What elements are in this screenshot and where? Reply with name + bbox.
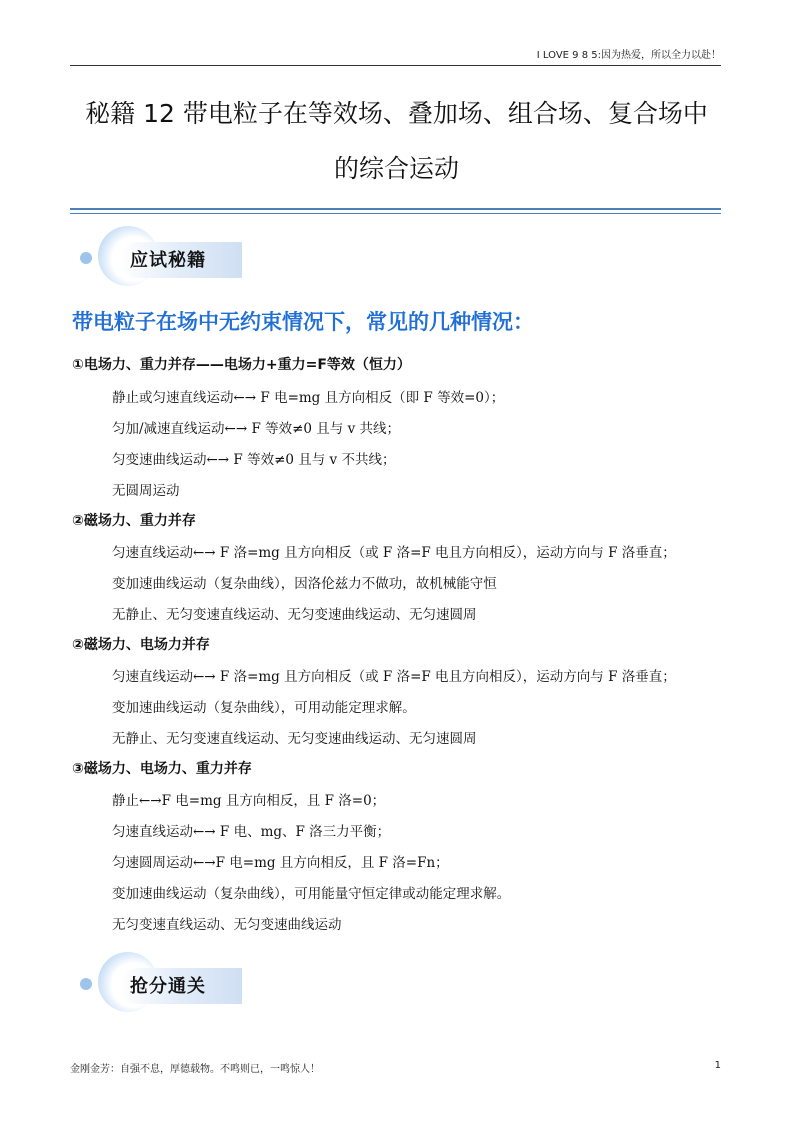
section-title: ②磁场力、电场力并存 xyxy=(72,637,210,653)
banner-dot-icon xyxy=(80,252,92,264)
banner-score-pass xyxy=(76,952,242,1016)
section-line: 匀速直线运动←→ F 洛=mg 且方向相反（或 F 洛=F 电且方向相反），运动方向与 F 洛垂直； xyxy=(112,669,676,685)
section-title: ①电场力、重力并存——电场力+重力=F等效（恒力） xyxy=(72,357,411,373)
main-heading: 带电粒子在场中无约束情况下，常见的几种情况： xyxy=(72,310,534,334)
section-title: ②磁场力、重力并存 xyxy=(72,513,196,529)
section-title: ③磁场力、电场力、重力并存 xyxy=(72,761,252,777)
page-title xyxy=(60,86,733,196)
page-footer xyxy=(70,1060,721,1075)
page-number: 1 xyxy=(714,1060,721,1071)
title-divider xyxy=(70,208,721,214)
footer-motto: 金刚金芳：自强不息，厚德载物。不鸣则已，一鸣惊人！ xyxy=(70,1064,320,1075)
section-line: 匀速直线运动←→ F 电、mg、F 洛三力平衡； xyxy=(112,824,391,840)
section-line: 变加速曲线运动（复杂曲线），可用动能定理求解。 xyxy=(112,700,416,716)
title-line-1: 秘籍 12 带电粒子在等效场、叠加场、组合场、复合场中 xyxy=(85,99,708,128)
section-line: 匀速直线运动←→ F 洛=mg 且方向相反（或 F 洛=F 电且方向相反），运动方向与 F 洛垂直； xyxy=(112,545,676,561)
banner-label: 抢分通关 xyxy=(130,976,206,997)
section-line: 无静止、无匀变速直线运动、无匀变速曲线运动、无匀速圆周 xyxy=(112,731,477,747)
section-line: 匀速圆周运动←→F 电=mg 且方向相反，且 F 洛=Fn； xyxy=(112,855,449,871)
section-line: 无匀变速直线运动、无匀变速曲线运动 xyxy=(112,917,342,933)
section-line: 变加速曲线运动（复杂曲线），因洛伦兹力不做功，故机械能守恒 xyxy=(112,576,497,592)
title-line-2: 的综合运动 xyxy=(333,154,459,183)
section-line: 匀变速曲线运动←→ F 等效≠0 且与 v 不共线； xyxy=(112,452,396,468)
section-line: 无圆周运动 xyxy=(112,483,180,499)
banner-exam-tips xyxy=(76,226,242,290)
section-line: 静止或匀速直线运动←→ F 电=mg 且方向相反（即 F 等效=0）； xyxy=(112,390,505,406)
section-line: 静止←→F 电=mg 且方向相反，且 F 洛=0； xyxy=(112,793,386,809)
section-line: 无静止、无匀变速直线运动、无匀变速曲线运动、无匀速圆周 xyxy=(112,607,477,623)
banner-label: 应试秘籍 xyxy=(130,250,206,271)
section-line: 变加速曲线运动（复杂曲线），可用能量守恒定律或动能定理求解。 xyxy=(112,886,511,902)
banner-dot-icon xyxy=(80,978,92,990)
page-header: I LOVE 9 8 5:因为热爱，所以全力以赴！ xyxy=(70,46,721,66)
section-line: 匀加/减速直线运动←→ F 等效≠0 且与 v 共线； xyxy=(112,421,401,437)
